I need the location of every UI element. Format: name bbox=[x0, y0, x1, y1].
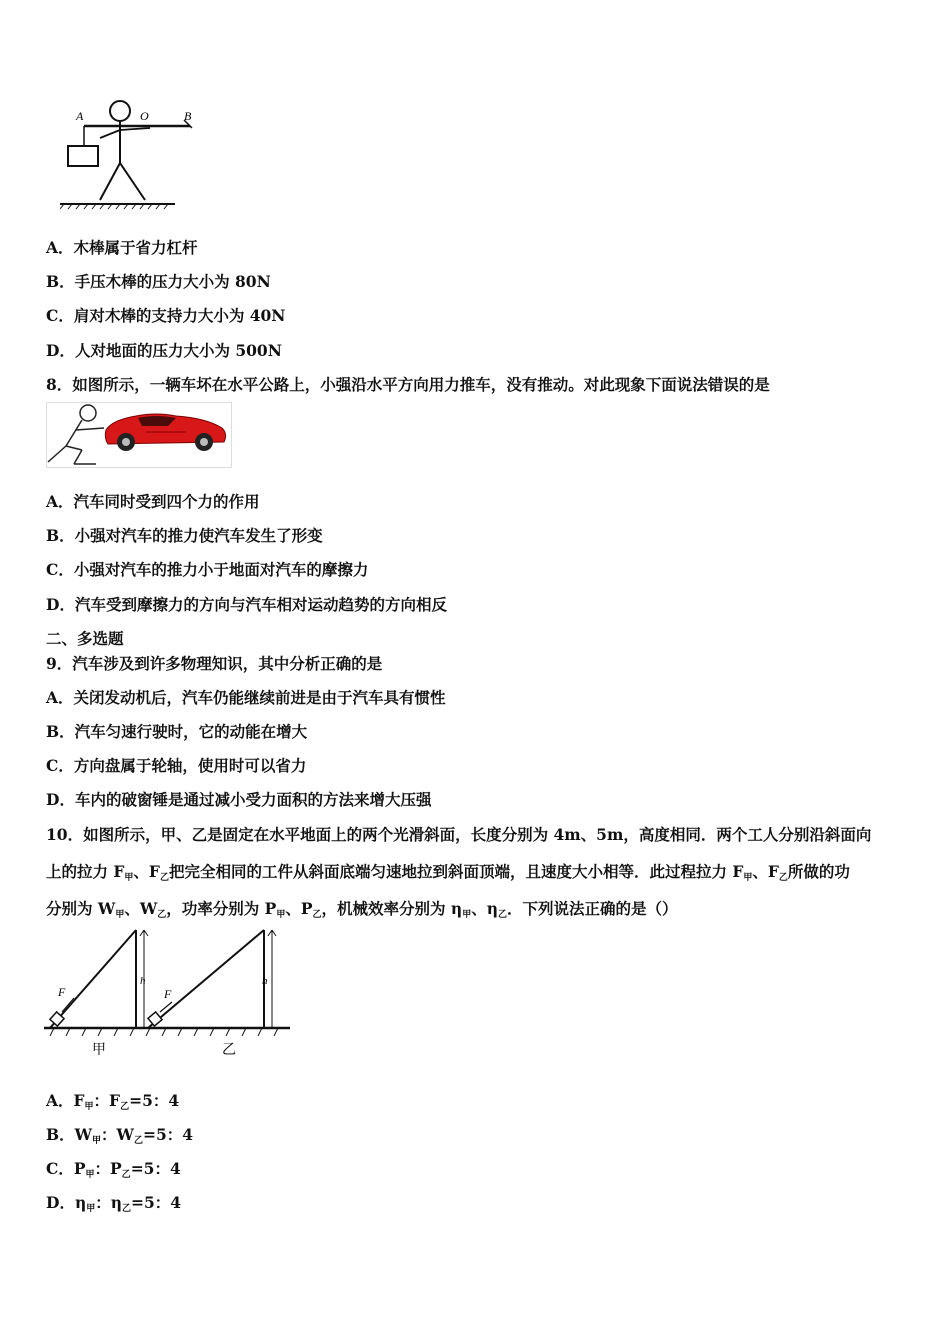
q7-option-d: D．人对地面的压力大小为 500N bbox=[46, 341, 282, 360]
push-car-figure bbox=[46, 402, 232, 468]
q9-option-d: D．车内的破窗锤是通过减小受力面积的方法来增大压强 bbox=[46, 790, 432, 809]
incline-jia-label: 甲 bbox=[92, 1042, 106, 1058]
q10-option-b: B．W甲：W乙=5：4 bbox=[46, 1125, 194, 1146]
label-o: O bbox=[140, 109, 149, 123]
q10-option-c: C．P甲：P乙=5：4 bbox=[46, 1159, 181, 1180]
q9-option-c: C．方向盘属于轮轴，使用时可以省力 bbox=[46, 756, 307, 775]
q8-option-a: A．汽车同时受到四个力的作用 bbox=[46, 492, 260, 511]
q9-stem: 9．汽车涉及到许多物理知识，其中分析正确的是 bbox=[46, 654, 383, 673]
q10-stem-line2: 上的拉力 F甲、F乙把完全相同的工件从斜面底端匀速地拉到斜面顶端，且速度大小相等．此过程拉力 F甲、F乙所做的功 bbox=[46, 862, 850, 883]
q7-option-a: A．木棒属于省力杠杆 bbox=[46, 238, 198, 257]
force-jia-label: F bbox=[58, 985, 66, 999]
q10-stem-line3: 分别为 W甲、W乙，功率分别为 P甲、P乙，机械效率分别为 η甲、η乙．下列说法正确的是（） bbox=[46, 899, 678, 920]
label-a: A bbox=[76, 109, 84, 123]
incline-yi-label: 乙 bbox=[222, 1042, 236, 1058]
q8-stem: 8．如图所示，一辆车坏在水平公路上，小强沿水平方向用力推车，没有推动。对此现象下面说法错误的是 bbox=[46, 375, 770, 394]
q9-option-a: A．关闭发动机后，汽车仍能继续前进是由于汽车具有惯性 bbox=[46, 688, 446, 707]
q8-option-b: B．小强对汽车的推力使汽车发生了形变 bbox=[46, 526, 323, 545]
q7-option-c: C．肩对木棒的支持力大小为 40N bbox=[46, 306, 286, 325]
lever-figure bbox=[60, 98, 200, 213]
q7-option-b: B．手压木棒的压力大小为 80N bbox=[46, 272, 271, 291]
force-yi-label: F bbox=[164, 987, 172, 1001]
q10-stem-line1: 10．如图所示，甲、乙是固定在水平地面上的两个光滑斜面，长度分别为 4m、5m，高度相同．两个工人分别沿斜面向 bbox=[46, 825, 872, 844]
q8-option-d: D．汽车受到摩擦力的方向与汽车相对运动趋势的方向相反 bbox=[46, 595, 447, 614]
q8-option-c: C．小强对汽车的推力小于地面对汽车的摩擦力 bbox=[46, 560, 369, 579]
q10-option-d: D．η甲：η乙=5：4 bbox=[46, 1193, 182, 1214]
label-b: B bbox=[184, 109, 192, 123]
incline-figure bbox=[44, 926, 294, 1058]
section-title: 二、多选题 bbox=[46, 629, 124, 648]
q10-option-a: A．F甲：F乙=5：4 bbox=[46, 1091, 180, 1112]
q9-option-b: B．汽车匀速行驶时，它的动能在增大 bbox=[46, 722, 308, 741]
height-label-jia: h bbox=[140, 975, 146, 987]
height-label-yi: h bbox=[262, 975, 268, 987]
